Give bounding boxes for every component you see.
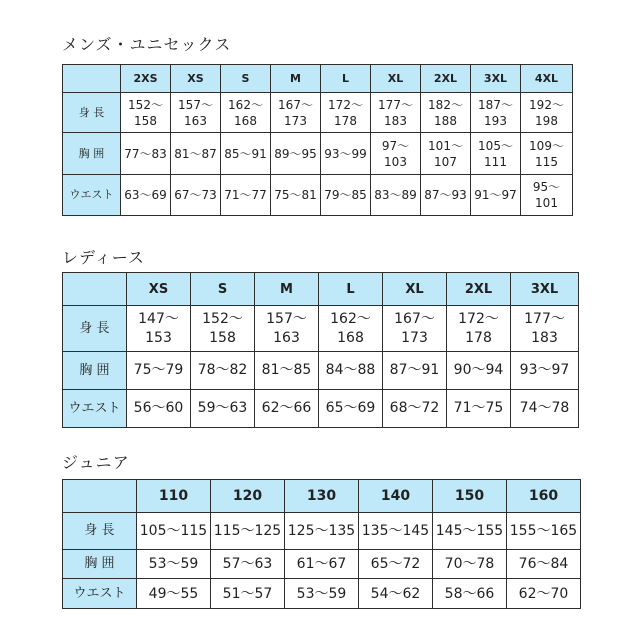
value-cell: 87～91 (383, 352, 447, 390)
value-cell: 85～91 (221, 133, 271, 175)
value-cell: 90～94 (447, 352, 511, 390)
junior-height-row (63, 513, 581, 550)
value-cell: 192～ 198 (521, 93, 573, 133)
value-cell: 162～ 168 (221, 93, 271, 133)
value-cell: 182～ 188 (421, 93, 471, 133)
value-cell: 109～ 115 (521, 133, 573, 175)
value-cell: 147～ 153 (127, 306, 191, 352)
value-cell: 63～69 (121, 175, 171, 216)
value-cell: 101～ 107 (421, 133, 471, 175)
size-header: 110 (137, 480, 211, 513)
value-cell: 95～ 101 (521, 175, 573, 216)
value-cell: 74～78 (511, 390, 579, 428)
value-cell: 115～125 (211, 513, 285, 550)
value-cell: 93～99 (321, 133, 371, 175)
value-cell: 81～85 (255, 352, 319, 390)
row-label: ウエスト (63, 175, 121, 216)
value-cell: 162～ 168 (319, 306, 383, 352)
size-header: S (191, 273, 255, 306)
row-label: 胸 囲 (63, 133, 121, 175)
value-cell: 75～81 (271, 175, 321, 216)
value-cell: 58～66 (433, 579, 507, 609)
value-cell: 53～59 (285, 579, 359, 609)
mens-section-title: メンズ・ユニセックス (62, 35, 232, 54)
value-cell: 51～57 (211, 579, 285, 609)
value-cell: 89～95 (271, 133, 321, 175)
row-label: ウエスト (63, 390, 127, 428)
value-cell: 62～66 (255, 390, 319, 428)
value-cell: 75～79 (127, 352, 191, 390)
size-header: L (321, 65, 371, 93)
size-header: XL (371, 65, 421, 93)
size-header: M (271, 65, 321, 93)
corner-cell (63, 273, 127, 306)
value-cell: 97～ 103 (371, 133, 421, 175)
size-header: 2XS (121, 65, 171, 93)
row-label: 胸 囲 (63, 550, 137, 579)
value-cell: 87～93 (421, 175, 471, 216)
value-cell: 105～115 (137, 513, 211, 550)
value-cell: 78～82 (191, 352, 255, 390)
value-cell: 91～97 (471, 175, 521, 216)
row-label: 身 長 (63, 306, 127, 352)
mens-size-table (62, 64, 573, 216)
value-cell: 68～72 (383, 390, 447, 428)
corner-cell (63, 65, 121, 93)
mens-waist-row (63, 175, 573, 216)
junior-waist-row (63, 579, 581, 609)
value-cell: 152～ 158 (191, 306, 255, 352)
value-cell: 67～73 (171, 175, 221, 216)
value-cell: 49～55 (137, 579, 211, 609)
womens-height-row (63, 306, 579, 352)
size-header: 160 (507, 480, 581, 513)
size-header: 2XL (447, 273, 511, 306)
size-header: S (221, 65, 271, 93)
row-label: 身 長 (63, 513, 137, 550)
value-cell: 76～84 (507, 550, 581, 579)
junior-section-title: ジュニア (62, 453, 130, 472)
value-cell: 145～155 (433, 513, 507, 550)
womens-section-title: レディース (62, 248, 145, 267)
size-header: 3XL (511, 273, 579, 306)
size-header: 4XL (521, 65, 573, 93)
size-header: XS (171, 65, 221, 93)
value-cell: 57～63 (211, 550, 285, 579)
size-header: L (319, 273, 383, 306)
value-cell: 157～ 163 (171, 93, 221, 133)
row-label: ウエスト (63, 579, 137, 609)
size-header: 3XL (471, 65, 521, 93)
value-cell: 70～78 (433, 550, 507, 579)
value-cell: 172～ 178 (447, 306, 511, 352)
value-cell: 56～60 (127, 390, 191, 428)
value-cell: 155～165 (507, 513, 581, 550)
mens-height-row (63, 93, 573, 133)
size-header: 130 (285, 480, 359, 513)
value-cell: 62～70 (507, 579, 581, 609)
size-header: XS (127, 273, 191, 306)
size-header: 120 (211, 480, 285, 513)
womens-waist-row (63, 390, 579, 428)
value-cell: 152～ 158 (121, 93, 171, 133)
value-cell: 65～72 (359, 550, 433, 579)
value-cell: 77～83 (121, 133, 171, 175)
value-cell: 125～135 (285, 513, 359, 550)
mens-header-row (63, 65, 573, 93)
value-cell: 83～89 (371, 175, 421, 216)
row-label: 胸 囲 (63, 352, 127, 390)
value-cell: 135～145 (359, 513, 433, 550)
junior-header-row (63, 480, 581, 513)
corner-cell (63, 480, 137, 513)
value-cell: 167～ 173 (383, 306, 447, 352)
junior-chest-row (63, 550, 581, 579)
size-header: 140 (359, 480, 433, 513)
value-cell: 187～ 193 (471, 93, 521, 133)
size-header: XL (383, 273, 447, 306)
value-cell: 93～97 (511, 352, 579, 390)
value-cell: 71～77 (221, 175, 271, 216)
size-header: M (255, 273, 319, 306)
row-label: 身 長 (63, 93, 121, 133)
value-cell: 79～85 (321, 175, 371, 216)
size-header: 2XL (421, 65, 471, 93)
junior-size-table (62, 479, 581, 609)
value-cell: 157～ 163 (255, 306, 319, 352)
value-cell: 59～63 (191, 390, 255, 428)
mens-chest-row (63, 133, 573, 175)
value-cell: 177～ 183 (511, 306, 579, 352)
womens-chest-row (63, 352, 579, 390)
value-cell: 81～87 (171, 133, 221, 175)
size-header: 150 (433, 480, 507, 513)
value-cell: 177～ 183 (371, 93, 421, 133)
womens-size-table (62, 272, 579, 428)
womens-header-row (63, 273, 579, 306)
value-cell: 172～ 178 (321, 93, 371, 133)
value-cell: 54～62 (359, 579, 433, 609)
value-cell: 105～ 111 (471, 133, 521, 175)
value-cell: 167～ 173 (271, 93, 321, 133)
value-cell: 71～75 (447, 390, 511, 428)
value-cell: 65～69 (319, 390, 383, 428)
value-cell: 53～59 (137, 550, 211, 579)
value-cell: 61～67 (285, 550, 359, 579)
value-cell: 84～88 (319, 352, 383, 390)
